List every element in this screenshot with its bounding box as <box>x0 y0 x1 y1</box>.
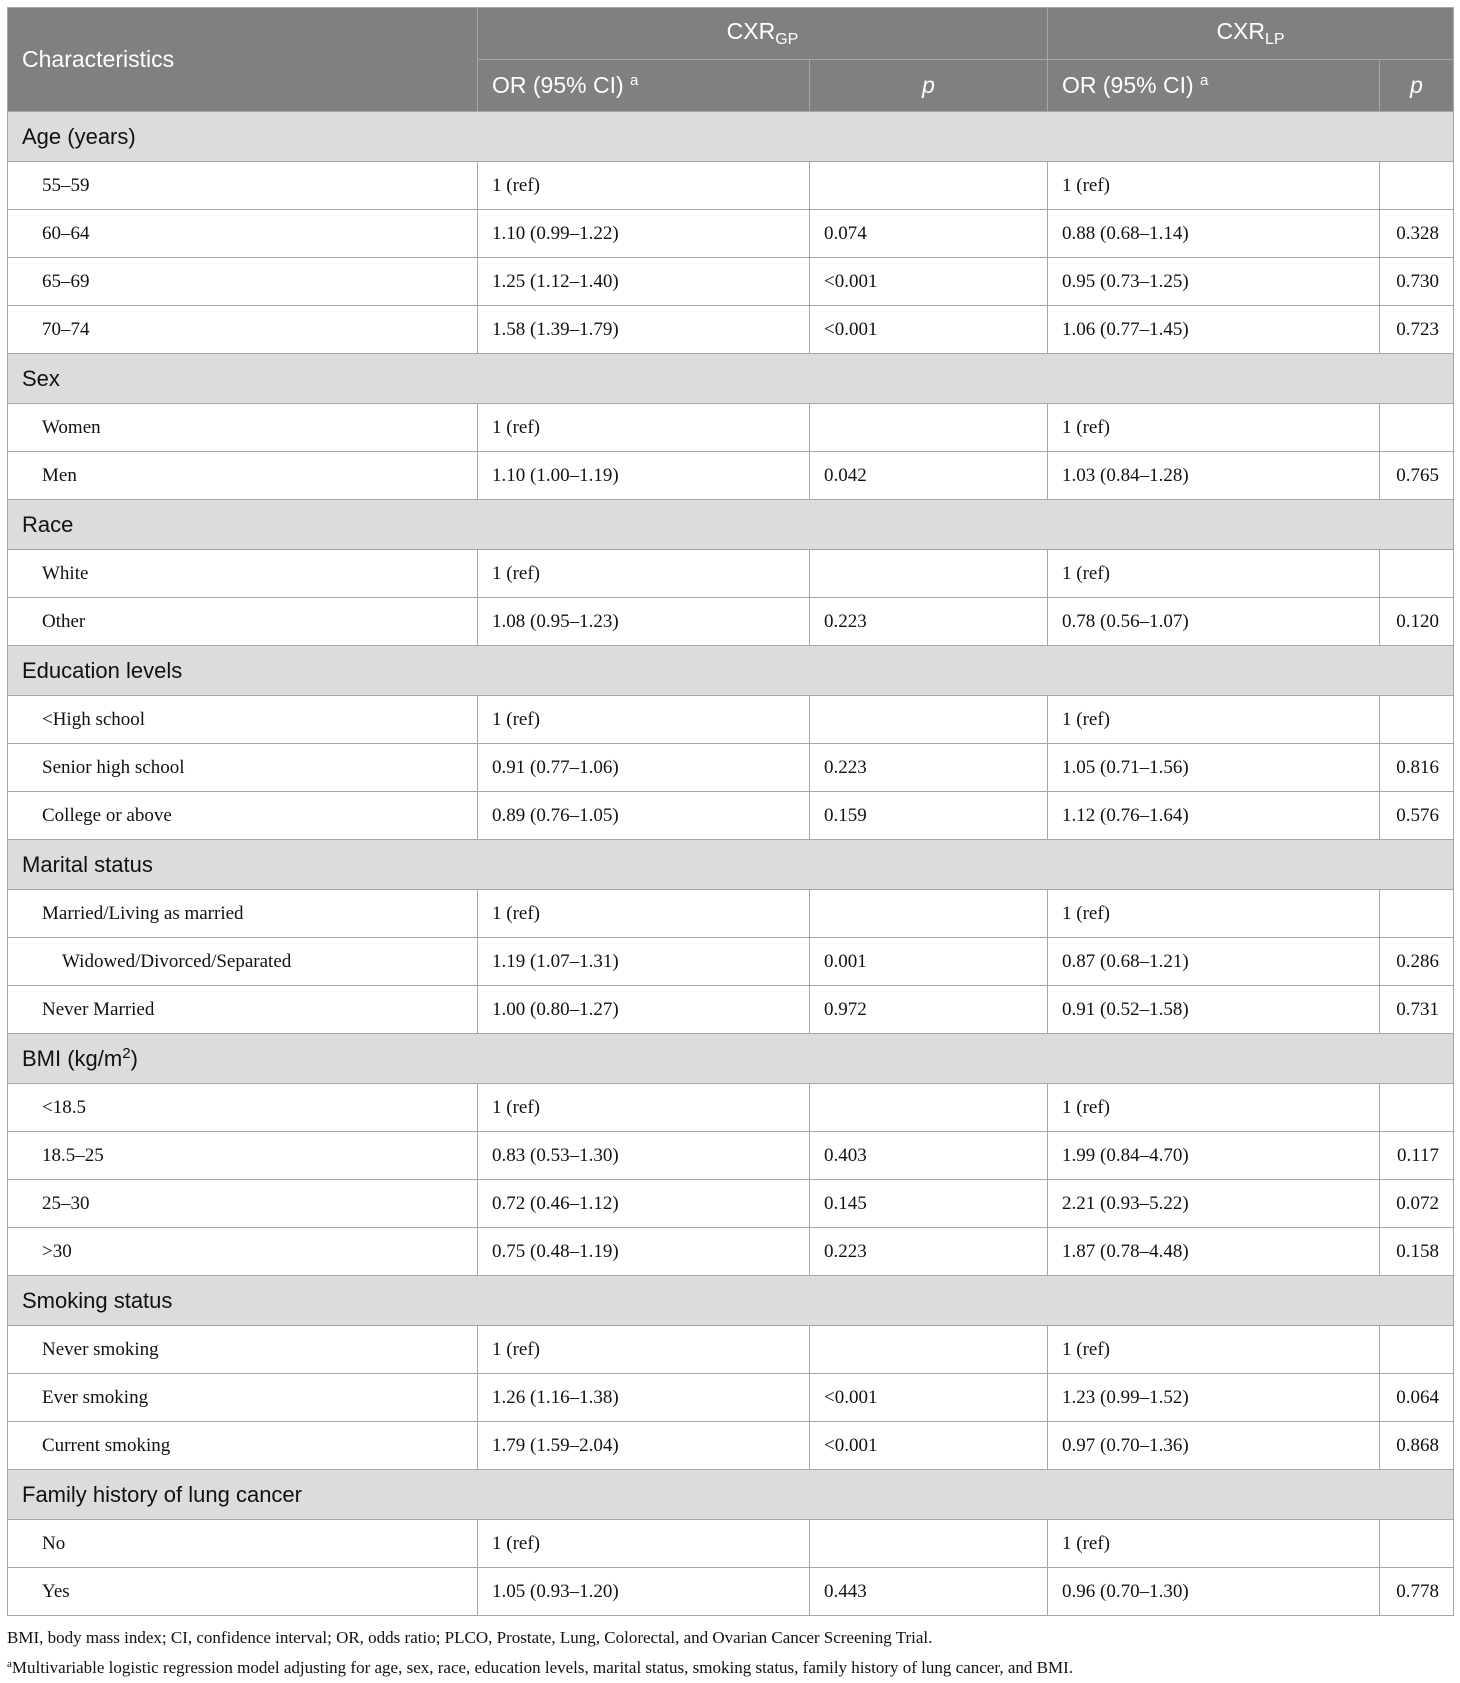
category-title-text: Education levels <box>22 657 183 683</box>
p-value-lp: 0.778 <box>1380 1568 1454 1616</box>
table-row <box>8 210 1454 258</box>
odds-ratio-table-container <box>7 7 1453 1616</box>
p-value-lp <box>1380 890 1454 938</box>
or-ci-lp: 1 (ref) <box>1048 890 1380 938</box>
table-row <box>8 258 1454 306</box>
adjustment-note-mark: a <box>7 1658 12 1670</box>
p-value-lp <box>1380 1326 1454 1374</box>
table-row <box>8 792 1454 840</box>
p-value-lp: 0.158 <box>1380 1228 1454 1276</box>
category-row <box>8 1034 1454 1084</box>
row-label: White <box>8 550 478 598</box>
row-label: >30 <box>8 1228 478 1276</box>
p-value-gp <box>810 162 1048 210</box>
or-ci-lp: 1 (ref) <box>1048 162 1380 210</box>
row-label: No <box>8 1520 478 1568</box>
category-title-text: Marital status <box>22 851 153 877</box>
table-row <box>8 696 1454 744</box>
cxr-lp-sub: LP <box>1265 31 1285 48</box>
category-title-text: BMI (kg/m <box>22 1046 123 1071</box>
category-title-text: Race <box>22 511 74 537</box>
or-ci-lp: 1 (ref) <box>1048 1084 1380 1132</box>
p-value-gp <box>810 1326 1048 1374</box>
category-row <box>8 646 1454 696</box>
row-label: 25–30 <box>8 1180 478 1228</box>
table-row <box>8 1422 1454 1470</box>
table-row <box>8 452 1454 500</box>
p-value-lp: 0.731 <box>1380 986 1454 1034</box>
or-ci-gp: 1.05 (0.93–1.20) <box>478 1568 810 1616</box>
category-title-text: Age (years) <box>22 123 136 149</box>
or-ci-gp: 1.58 (1.39–1.79) <box>478 306 810 354</box>
or-ci-gp: 1 (ref) <box>478 550 810 598</box>
row-label: Widowed/Divorced/Separated <box>8 938 478 986</box>
or-ci-gp: 0.83 (0.53–1.30) <box>478 1132 810 1180</box>
row-label: Never Married <box>8 986 478 1034</box>
p-value-gp: 0.042 <box>810 452 1048 500</box>
category-row <box>8 354 1454 404</box>
or-ci-gp: 1 (ref) <box>478 162 810 210</box>
table-row <box>8 1228 1454 1276</box>
or-ci-lp: 1 (ref) <box>1048 404 1380 452</box>
p-value-lp: 0.730 <box>1380 258 1454 306</box>
category-title <box>8 1276 1454 1326</box>
p-value-lp: 0.120 <box>1380 598 1454 646</box>
or-ci-gp: 0.91 (0.77–1.06) <box>478 744 810 792</box>
odds-ratio-table <box>7 7 1454 1616</box>
category-row <box>8 500 1454 550</box>
cxr-gp-sub: GP <box>775 31 799 48</box>
or-ci-gp: 1 (ref) <box>478 1326 810 1374</box>
or-ci-gp: 0.89 (0.76–1.05) <box>478 792 810 840</box>
table-footnotes <box>7 1624 1453 1681</box>
category-title <box>8 500 1454 550</box>
p-value-gp <box>810 1084 1048 1132</box>
category-title <box>8 840 1454 890</box>
row-label: Men <box>8 452 478 500</box>
table-row <box>8 598 1454 646</box>
p-value-gp: 0.223 <box>810 1228 1048 1276</box>
p-value-lp: 0.723 <box>1380 306 1454 354</box>
p-value-gp: 0.223 <box>810 598 1048 646</box>
table-body <box>8 112 1454 1616</box>
table-row <box>8 1180 1454 1228</box>
or-ci-gp: 1.00 (0.80–1.27) <box>478 986 810 1034</box>
or-ci-lp: 1.03 (0.84–1.28) <box>1048 452 1380 500</box>
p-value-lp: 0.816 <box>1380 744 1454 792</box>
table-row <box>8 1520 1454 1568</box>
or-ci-gp: 0.75 (0.48–1.19) <box>478 1228 810 1276</box>
p-value-lp <box>1380 696 1454 744</box>
or-ci-gp: 1.79 (1.59–2.04) <box>478 1422 810 1470</box>
table-row <box>8 1568 1454 1616</box>
row-label: 18.5–25 <box>8 1132 478 1180</box>
or-ci-label: OR (95% CI) <box>1062 72 1201 98</box>
or-ci-lp: 1 (ref) <box>1048 1326 1380 1374</box>
category-row <box>8 112 1454 162</box>
category-title-text: Sex <box>22 365 60 391</box>
table-row <box>8 550 1454 598</box>
or-ci-label: OR (95% CI) <box>492 72 631 98</box>
p-value-lp: 0.328 <box>1380 210 1454 258</box>
p-value-gp: 0.074 <box>810 210 1048 258</box>
p-value-gp <box>810 1520 1048 1568</box>
p-value-gp: 0.403 <box>810 1132 1048 1180</box>
row-label: Women <box>8 404 478 452</box>
or-ci-lp: 1 (ref) <box>1048 696 1380 744</box>
table-row <box>8 404 1454 452</box>
table-row <box>8 744 1454 792</box>
or-ci-lp: 0.96 (0.70–1.30) <box>1048 1568 1380 1616</box>
p-value-gp: 0.145 <box>810 1180 1048 1228</box>
adjustment-note <box>7 1651 1453 1681</box>
p-value-gp: 0.223 <box>810 744 1048 792</box>
p-value-gp: <0.001 <box>810 258 1048 306</box>
category-title <box>8 646 1454 696</box>
or-ci-lp: 0.78 (0.56–1.07) <box>1048 598 1380 646</box>
p-value-gp <box>810 890 1048 938</box>
abbreviations-note: BMI, body mass index; CI, confidence interval; OR, odds ratio; PLCO, Prostate, Lung, Colorectal, and Ovarian Cancer Screening Trial. <box>7 1628 933 1647</box>
table-row <box>8 890 1454 938</box>
or-ci-lp: 0.91 (0.52–1.58) <box>1048 986 1380 1034</box>
adjustment-note-text: Multivariable logistic regression model adjusting for age, sex, race, education levels, marital status, smoking status, family history of lung cancer, and BMI. <box>11 1658 1073 1677</box>
or-ci-header-gp <box>478 60 810 112</box>
p-header-gp: p <box>810 60 1048 112</box>
p-value-gp: 0.159 <box>810 792 1048 840</box>
row-label: College or above <box>8 792 478 840</box>
or-ci-gp: 1 (ref) <box>478 890 810 938</box>
category-title-text: Family history of lung cancer <box>22 1481 302 1507</box>
p-value-lp: 0.576 <box>1380 792 1454 840</box>
or-ci-lp: 1.23 (0.99–1.52) <box>1048 1374 1380 1422</box>
p-value-lp <box>1380 1520 1454 1568</box>
row-label: Current smoking <box>8 1422 478 1470</box>
or-ci-lp: 0.97 (0.70–1.36) <box>1048 1422 1380 1470</box>
table-row <box>8 986 1454 1034</box>
or-ci-lp: 1 (ref) <box>1048 550 1380 598</box>
or-ci-gp: 1.08 (0.95–1.23) <box>478 598 810 646</box>
or-ci-footnote-mark: a <box>1200 72 1209 89</box>
or-ci-gp: 1.19 (1.07–1.31) <box>478 938 810 986</box>
row-label: <18.5 <box>8 1084 478 1132</box>
p-value-lp: 0.868 <box>1380 1422 1454 1470</box>
or-ci-lp: 1.87 (0.78–4.48) <box>1048 1228 1380 1276</box>
or-ci-lp: 1 (ref) <box>1048 1520 1380 1568</box>
p-value-lp: 0.286 <box>1380 938 1454 986</box>
row-label: 55–59 <box>8 162 478 210</box>
category-title <box>8 354 1454 404</box>
p-value-gp: <0.001 <box>810 306 1048 354</box>
category-row <box>8 840 1454 890</box>
p-value-lp: 0.765 <box>1380 452 1454 500</box>
category-row <box>8 1470 1454 1520</box>
row-label: Married/Living as married <box>8 890 478 938</box>
or-ci-gp: 1.10 (0.99–1.22) <box>478 210 810 258</box>
or-ci-gp: 1.10 (1.00–1.19) <box>478 452 810 500</box>
row-label: Never smoking <box>8 1326 478 1374</box>
or-ci-lp: 1.06 (0.77–1.45) <box>1048 306 1380 354</box>
or-ci-gp: 1.26 (1.16–1.38) <box>478 1374 810 1422</box>
row-label: 60–64 <box>8 210 478 258</box>
table-header <box>8 8 1454 112</box>
or-ci-gp: 1 (ref) <box>478 696 810 744</box>
or-ci-gp: 1 (ref) <box>478 1520 810 1568</box>
or-ci-lp: 1.12 (0.76–1.64) <box>1048 792 1380 840</box>
p-value-lp: 0.064 <box>1380 1374 1454 1422</box>
row-label: Other <box>8 598 478 646</box>
cxr-gp-header <box>478 8 1048 60</box>
row-label: <High school <box>8 696 478 744</box>
category-title <box>8 1034 1454 1084</box>
p-value-gp <box>810 696 1048 744</box>
p-value-gp <box>810 404 1048 452</box>
p-value-lp: 0.072 <box>1380 1180 1454 1228</box>
or-ci-lp: 2.21 (0.93–5.22) <box>1048 1180 1380 1228</box>
row-label: 70–74 <box>8 306 478 354</box>
p-value-lp <box>1380 162 1454 210</box>
row-label: Yes <box>8 1568 478 1616</box>
or-ci-lp: 0.88 (0.68–1.14) <box>1048 210 1380 258</box>
cxr-gp-base: CXR <box>726 18 776 44</box>
or-ci-lp: 1.99 (0.84–4.70) <box>1048 1132 1380 1180</box>
or-ci-lp: 1.05 (0.71–1.56) <box>1048 744 1380 792</box>
characteristics-header: Characteristics <box>8 8 478 112</box>
table-row <box>8 1374 1454 1422</box>
or-ci-footnote-mark: a <box>630 72 639 89</box>
table-row <box>8 1326 1454 1374</box>
p-header-lp: p <box>1380 60 1454 112</box>
category-title-text: Smoking status <box>22 1287 173 1313</box>
p-value-gp: 0.443 <box>810 1568 1048 1616</box>
table-row <box>8 162 1454 210</box>
p-value-lp <box>1380 404 1454 452</box>
table-row <box>8 938 1454 986</box>
table-row <box>8 1132 1454 1180</box>
p-value-lp <box>1380 550 1454 598</box>
row-label: Ever smoking <box>8 1374 478 1422</box>
or-ci-header-lp <box>1048 60 1380 112</box>
table-row <box>8 306 1454 354</box>
row-label: Senior high school <box>8 744 478 792</box>
p-value-gp: <0.001 <box>810 1422 1048 1470</box>
category-title-sup: 2 <box>122 1045 131 1062</box>
or-ci-lp: 0.87 (0.68–1.21) <box>1048 938 1380 986</box>
category-title <box>8 112 1454 162</box>
category-row <box>8 1276 1454 1326</box>
p-value-gp: 0.001 <box>810 938 1048 986</box>
or-ci-gp: 0.72 (0.46–1.12) <box>478 1180 810 1228</box>
or-ci-gp: 1.25 (1.12–1.40) <box>478 258 810 306</box>
p-value-gp: 0.972 <box>810 986 1048 1034</box>
category-title-end: ) <box>130 1046 138 1071</box>
category-title <box>8 1470 1454 1520</box>
p-value-gp <box>810 550 1048 598</box>
p-value-lp: 0.117 <box>1380 1132 1454 1180</box>
table-row <box>8 1084 1454 1132</box>
or-ci-gp: 1 (ref) <box>478 404 810 452</box>
row-label: 65–69 <box>8 258 478 306</box>
cxr-lp-base: CXR <box>1216 18 1265 44</box>
cxr-lp-header <box>1048 8 1454 60</box>
p-value-lp <box>1380 1084 1454 1132</box>
or-ci-gp: 1 (ref) <box>478 1084 810 1132</box>
p-value-gp: <0.001 <box>810 1374 1048 1422</box>
or-ci-lp: 0.95 (0.73–1.25) <box>1048 258 1380 306</box>
